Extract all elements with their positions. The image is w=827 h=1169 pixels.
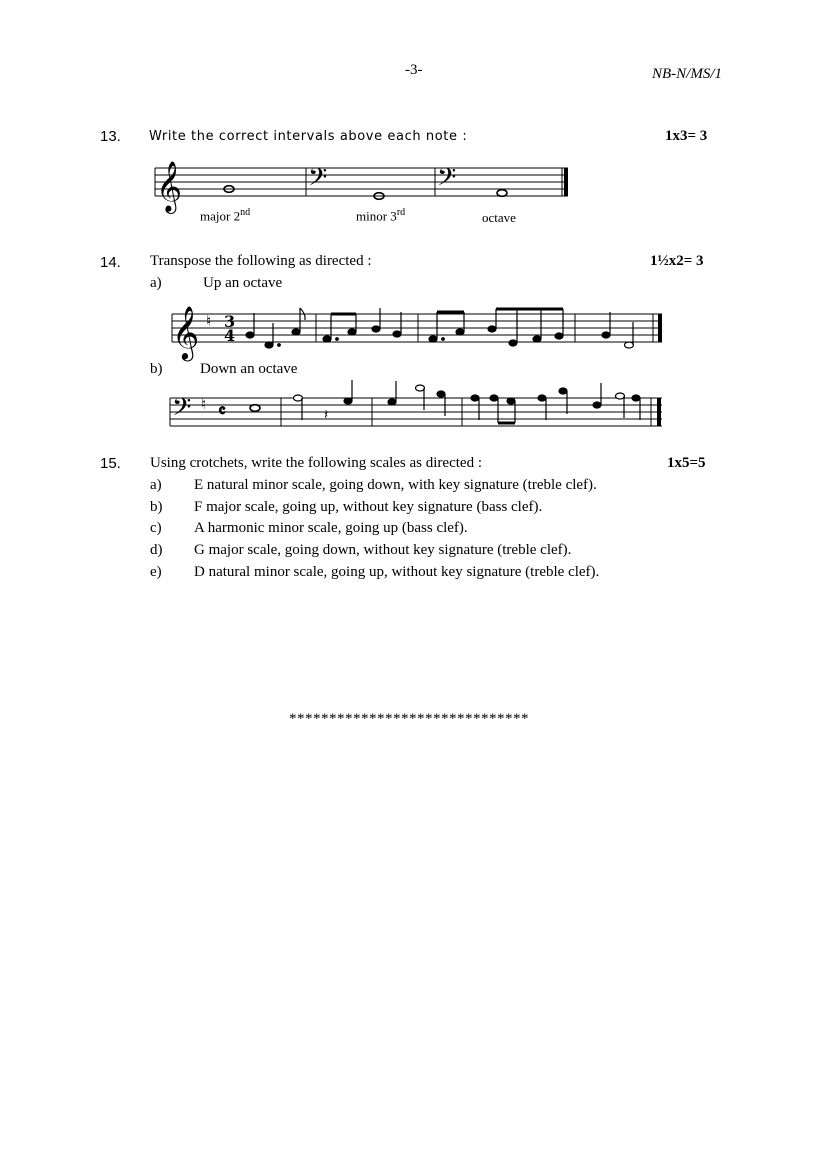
question-15a-letter: a) <box>150 477 162 493</box>
time-signature-top: 3 <box>224 312 236 331</box>
page-number: -3- <box>405 62 423 78</box>
question-15b-letter: b) <box>150 499 163 515</box>
treble-clef-icon: 𝄞 <box>156 161 183 212</box>
paper-code: NB-N/MS/1 <box>652 66 722 82</box>
question-15c-text: A harmonic minor scale, going up (bass clef). <box>194 520 468 536</box>
question-13-number: 13. <box>100 128 121 145</box>
question-14-marks: 1½x2= 3 <box>650 253 704 269</box>
crotchet-rest-icon: 𝄽 <box>324 407 329 423</box>
interval-label-3: octave <box>482 210 516 225</box>
question-15a-text: E natural minor scale, going down, with key signature (treble clef). <box>194 477 597 493</box>
natural-sign-icon: ♮ <box>201 395 207 413</box>
question-15d-text: G major scale, going down, without key signature (treble clef). <box>194 542 572 558</box>
question-13-marks: 1x3= 3 <box>665 128 708 144</box>
question-15e-text: D natural minor scale, going up, without key signature (treble clef). <box>194 564 600 580</box>
question-15-number: 15. <box>100 455 121 472</box>
whole-note <box>374 193 384 200</box>
interval-label-1: major 2nd <box>200 207 251 224</box>
question-15b-text: F major scale, going up, without key signature (bass clef). <box>194 499 543 515</box>
question-15c-letter: c) <box>150 520 162 536</box>
question-14b-text: Down an octave <box>200 361 298 377</box>
question-13-text: Write the correct intervals above each note : <box>149 129 468 144</box>
common-time-icon: 𝄴 <box>218 401 227 422</box>
melody-b-notes <box>250 380 640 423</box>
question-15d-letter: d) <box>150 542 163 558</box>
bass-clef-icon: 𝄢 <box>437 163 457 198</box>
treble-clef-icon: 𝄞 <box>172 305 200 359</box>
question-14-text: Transpose the following as directed : <box>150 253 372 269</box>
question-15e-letter: e) <box>150 564 162 580</box>
question-14a-text: Up an octave <box>203 275 283 291</box>
natural-sign-icon: ♮ <box>206 312 212 330</box>
melody-a-notes <box>246 308 634 348</box>
whole-note <box>224 186 234 193</box>
question-14-number: 14. <box>100 254 121 271</box>
end-of-paper-stars: ****************************** <box>289 711 529 727</box>
interval-label-2: minor 3rd <box>356 207 406 224</box>
bass-clef-icon: 𝄢 <box>172 393 192 428</box>
question-15-text: Using crotchets, write the following scales as directed : <box>150 455 482 471</box>
bass-clef-icon: 𝄢 <box>308 163 328 198</box>
time-signature-bottom: 4 <box>224 326 236 345</box>
whole-note <box>497 190 507 197</box>
question-14a-letter: a) <box>150 275 162 291</box>
question-15-marks: 1x5=5 <box>667 455 706 471</box>
question-14b-letter: b) <box>150 361 163 377</box>
